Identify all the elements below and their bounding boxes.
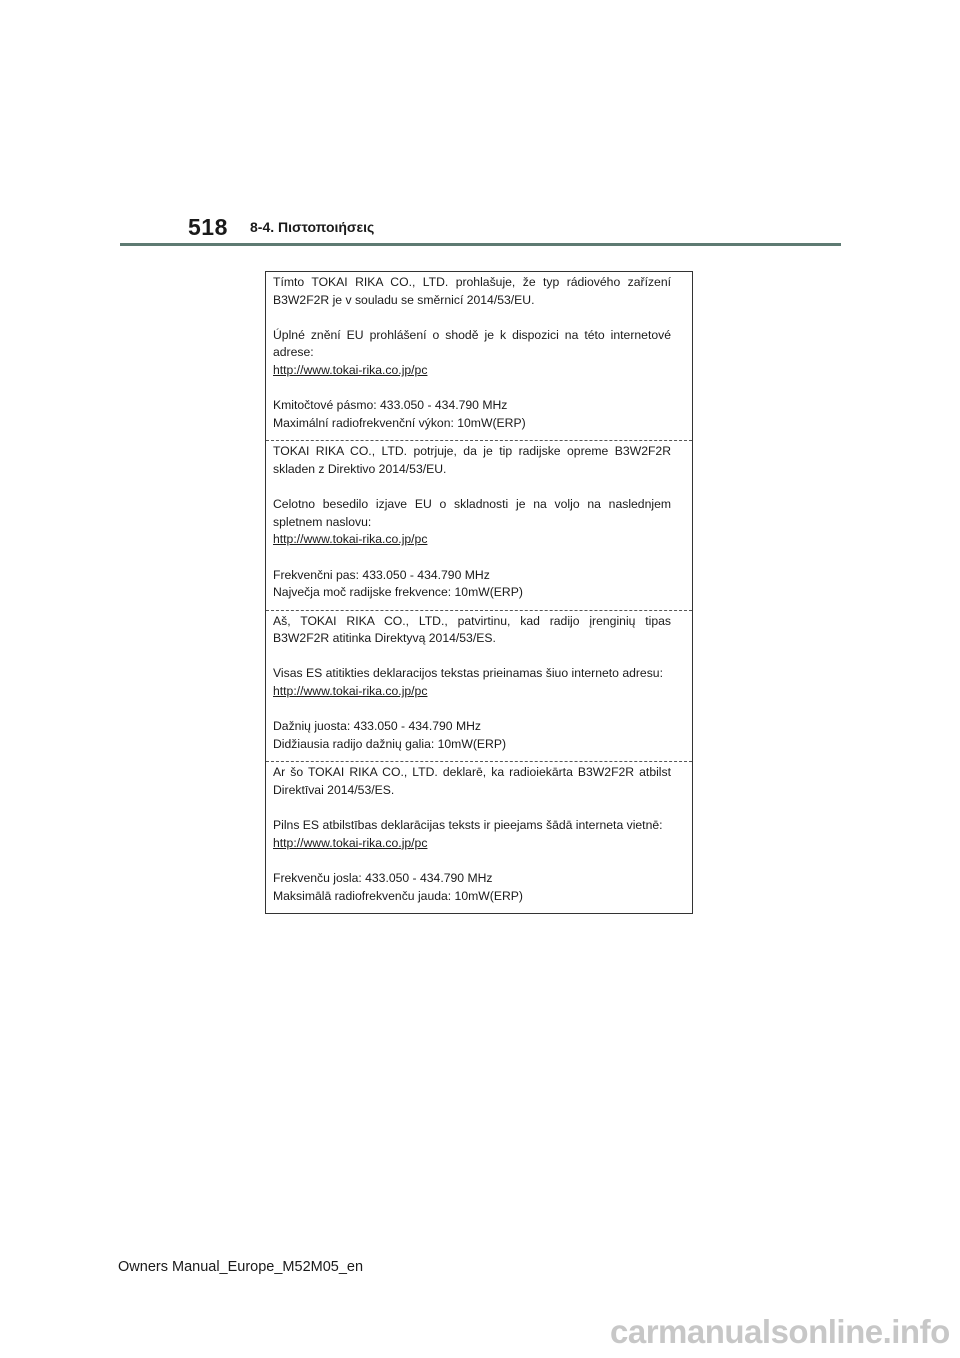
header-divider: [120, 243, 841, 246]
declaration-lithuanian: [266, 610, 692, 762]
page-number: 518: [188, 214, 228, 240]
declaration-max-power: Največja moč radijske frekvence: 10mW(ERP): [273, 585, 523, 600]
declaration-full-text-notice: Celotno besedilo izjave EU o skladnosti je na voljo na naslednjem spletnem naslovu:: [273, 497, 671, 529]
declaration-czech: [266, 272, 692, 440]
declaration-max-power: Maksimālā radiofrekvenču jauda: 10mW(ERP): [273, 888, 523, 903]
declaration-frequency-band: Frekvenčni pas: 433.050 - 434.790 MHz: [273, 567, 490, 582]
watermark-text: carmanualsonline.info: [610, 1313, 950, 1350]
declaration-full-text-notice: Pilns ES atbilstības deklarācijas teksts ir pieejams šādā interneta vietnē:: [273, 818, 663, 833]
declaration-url-link[interactable]: http://www.tokai-rika.co.jp/pc: [273, 684, 428, 699]
declaration-statement: Tímto TOKAI RIKA CO., LTD. prohlašuje, že typ rádiového zařízení B3W2F2R je v souladu se směrnicí 2014/53/EU.: [273, 275, 671, 307]
declaration-latvian: [266, 761, 692, 913]
declaration-max-power: Maximální radiofrekvenční výkon: 10mW(ERP): [273, 415, 526, 430]
declaration-full-text-notice: Úplné znění EU prohlášení o shodě je k dispozici na této internetové adrese:: [273, 327, 671, 360]
declaration-url-link[interactable]: http://www.tokai-rika.co.jp/pc: [273, 835, 428, 850]
declaration-frequency-band: Dažnių juosta: 433.050 - 434.790 MHz: [273, 719, 481, 734]
declaration-statement: Ar šo TOKAI RIKA CO., LTD. deklarē, ka radioiekārta B3W2F2R atbilst Direktīvai 2014/53/ES.: [273, 765, 671, 798]
declaration-url-link[interactable]: http://www.tokai-rika.co.jp/pc: [273, 532, 428, 547]
declaration-statement: Aš, TOKAI RIKA CO., LTD., patvirtinu, kad radijo įrenginių tipas B3W2F2R atitinka Direktyvą 2014/53/ES.: [273, 613, 671, 646]
declaration-url-link[interactable]: http://www.tokai-rika.co.jp/pc: [273, 362, 428, 377]
declarations-box: [265, 271, 693, 914]
page-header: [0, 0, 960, 250]
declaration-frequency-band: Frekvenču josla: 433.050 - 434.790 MHz: [273, 871, 493, 885]
declaration-slovenian: [266, 440, 692, 609]
declaration-frequency-band: Kmitočtové pásmo: 433.050 - 434.790 MHz: [273, 398, 508, 413]
footer-manual-id: Owners Manual_Europe_M52M05_en: [118, 1259, 364, 1275]
declaration-max-power: Didžiausia radijo dažnių galia: 10mW(ERP): [273, 736, 507, 751]
section-title: 8-4. Πιστοποιήσεις: [250, 219, 375, 235]
declaration-statement: TOKAI RIKA CO., LTD. potrjuje, da je tip radijske opreme B3W2F2R skladen z Direktivo 2014/53/EU.: [273, 444, 671, 476]
declaration-full-text-notice: Visas ES atitikties deklaracijos tekstas prieinamas šiuo interneto adresu:: [273, 666, 663, 681]
